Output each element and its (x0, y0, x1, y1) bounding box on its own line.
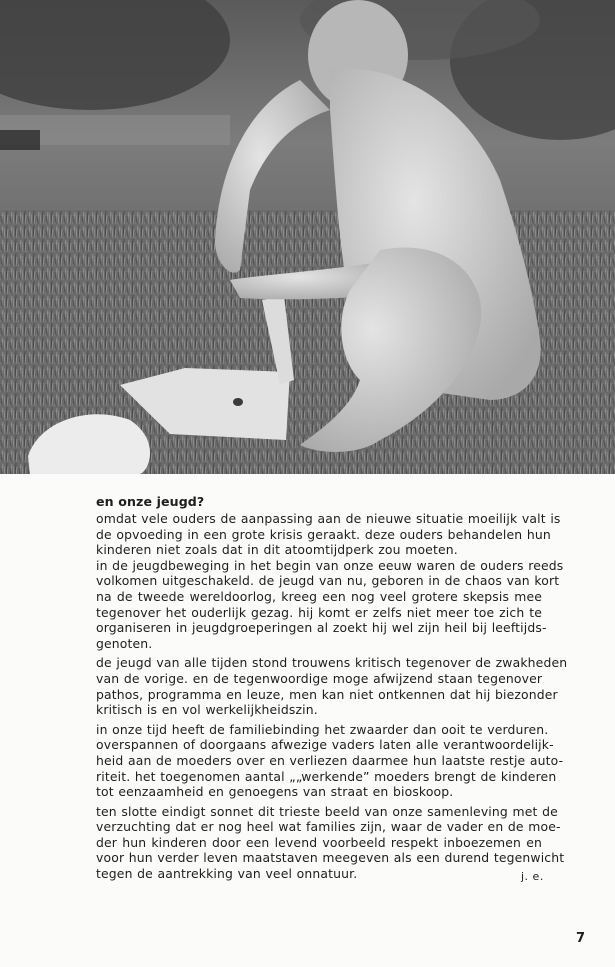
paragraph (96, 511, 561, 558)
text-line: omdat vele ouders de aanpassing aan de nieuwe situatie moeilijk valt is (96, 511, 561, 526)
text-line: tegen de aantrekking van veel onnatuur. (96, 866, 358, 882)
text-line: genoten. (96, 635, 153, 651)
text-line: kinderen niet zoals dat in dit atoomtijdperk zou moeten. (96, 542, 458, 558)
text-line: riteit. het toegenomen aantal „„werkende” moeders brengt de kinderen (96, 768, 557, 784)
text-line: der hun kinderen door een levend voorbeeld respekt inboezemen en (96, 834, 542, 850)
article (96, 494, 568, 886)
text-line: heid aan de moeders over en verliezen daarmee hun laatste restje auto- (96, 752, 564, 768)
photograph (0, 0, 615, 474)
paragraph (96, 803, 565, 882)
text-line: organiseren in jeugdgroeperingen al zoekt hij wel zijn heil bij leeftijds- (96, 620, 547, 636)
article-heading: en onze jeugd? (96, 494, 205, 509)
text-line: de opvoeding in een grote krisis geraakt. deze ouders behandelen hun (96, 526, 551, 542)
text-line: tot eenzaamheid en genoegens van straat en bioskoop. (96, 784, 454, 800)
text-line: na de tweede wereldoorlog, kreeg een nog veel grotere skepsis mee (96, 588, 542, 604)
text-line: ten slotte eindigt sonnet dit trieste beeld van onze samenleving met de (96, 803, 558, 819)
text-line: pathos, programma en leuze, men kan niet ontkennen dat hij biezonder (96, 686, 558, 702)
photo-illustration (0, 0, 615, 474)
author-signature: j. e. (521, 870, 544, 883)
page-number: 7 (576, 931, 586, 946)
text-line: voor hun verder leven maatstaven meegeven als een durend tegenwicht (96, 850, 565, 866)
text-line: in de jeugdbeweging in het begin van onze eeuw waren de ouders reeds (96, 557, 564, 573)
text-line: van de vorige. en de tegenwoordige moge afwijzend staan tegenover (96, 670, 543, 686)
paragraph (96, 557, 564, 652)
text-line: kritisch is en vol werkelijkheidszin. (96, 702, 318, 718)
paragraph (96, 721, 564, 800)
text-line: tegenover het ouderlijk gezag. hij komt er zelfs niet meer toe zich te (96, 604, 542, 620)
text-line: overspannen of doorgaans afwezige vaders laten alle verantwoordelijk- (96, 737, 554, 753)
text-line: in onze tijd heeft de familiebinding het zwaarder dan ooit te verduren. (96, 721, 549, 737)
text-line: de jeugd van alle tijden stond trouwens kritisch tegenover de zwakheden (96, 655, 568, 671)
text-line: verzuchting dat er nog heel wat families zijn, waar de vader en de moe- (96, 819, 561, 835)
paragraph (96, 655, 568, 718)
text-line: volkomen uitgeschakeld. de jeugd van nu, geboren in de chaos van kort (96, 573, 560, 589)
